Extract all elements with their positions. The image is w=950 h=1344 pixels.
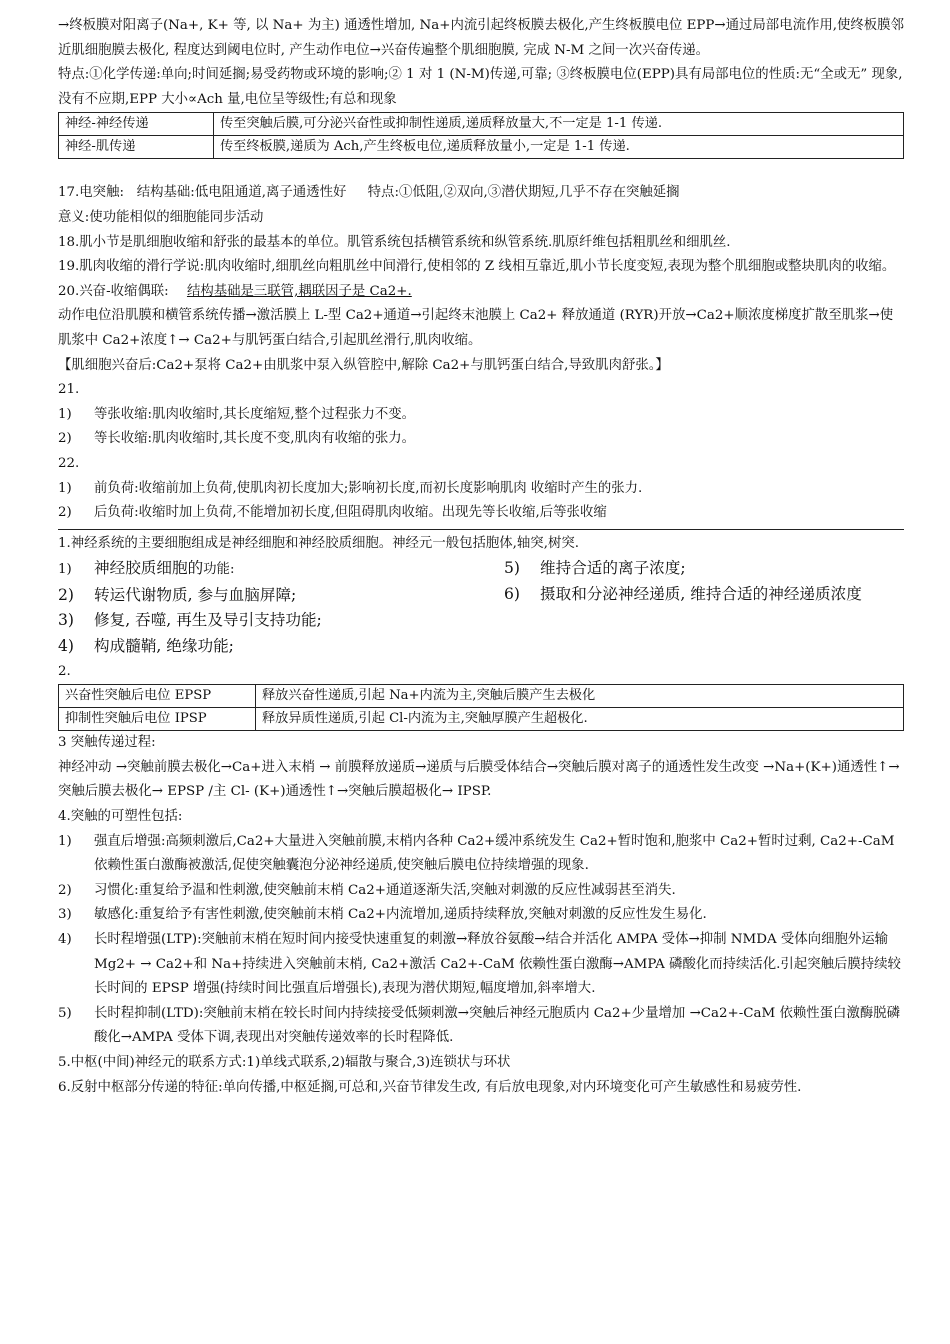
section-22-number: 22. bbox=[58, 455, 80, 471]
part2-section-4-title: 4.突触的可塑性包括: bbox=[58, 809, 183, 825]
part2-section-1: 1.神经系统的主要细胞组成是神经细胞和神经胶质细胞。神经元一般包括胞体,轴突,树突. bbox=[58, 535, 579, 551]
section-20-label: 20.兴奋-收缩偶联: bbox=[58, 283, 169, 299]
list-text: 修复, 吞噬, 再生及导引支持功能; bbox=[94, 611, 322, 630]
list-text: 维持合适的离子浓度; bbox=[540, 559, 686, 578]
section-divider bbox=[58, 529, 904, 530]
list-text: 等张收缩:肌肉收缩时,其长度缩短,整个过程张力不变。 bbox=[94, 406, 416, 422]
glia-functions-left bbox=[58, 556, 504, 659]
table-row bbox=[59, 113, 904, 136]
list-item bbox=[58, 928, 904, 1002]
table-cell-name: 兴奋性突触后电位 EPSP bbox=[59, 685, 256, 708]
table-row bbox=[59, 136, 904, 159]
psp-comparison-table bbox=[58, 684, 904, 731]
table-cell-desc: 传至终板膜,递质为 Ach,产生终板电位,递质释放量小,一定是 1-1 传递. bbox=[214, 136, 904, 159]
list-text: 构成髓鞘, 绝缘功能; bbox=[94, 637, 234, 656]
list-text: 后负荷:收缩时加上负荷,不能增加初长度,但阻碍肌肉收缩。出现先等长收缩,后等张收缩 bbox=[94, 505, 607, 521]
list-item bbox=[58, 501, 904, 526]
list-item bbox=[58, 583, 504, 609]
list-item bbox=[504, 582, 904, 608]
list-item bbox=[58, 830, 904, 879]
section-21-number: 21. bbox=[58, 382, 80, 398]
part2-section-2: 2. bbox=[58, 663, 71, 679]
table-cell-desc: 释放异质性递质,引起 Cl-内流为主,突触厚膜产生超极化. bbox=[256, 708, 904, 731]
paragraph-nm-features: 特点:①化学传递:单向;时间延搁;易受药物或环境的影响;② 1 对 1 (N-M)传递,可靠; ③终板膜电位(EPP)具有局部电位的性质:无“全或无” 现象,没有不应期,EPP 大小∝Ach 量,电位呈等级性;有总和现象 bbox=[58, 67, 903, 107]
section-17-line2: 意义:使功能相似的细胞能同步活动 bbox=[58, 209, 264, 225]
list-text: 前负荷:收缩前加上负荷,使肌肉初长度加大;影响初长度,而初长度影响肌肉 收缩时产生的张力. bbox=[94, 480, 643, 496]
list-number: 5) bbox=[58, 1005, 72, 1021]
list-text: 习惯化:重复给予温和性刺激,使突触前末梢 Ca2+通道逐渐失活,突触对刺激的反应性减弱甚至消失. bbox=[94, 882, 676, 898]
list-text: 强直后增强:高频刺激后,Ca2+大量进入突触前膜,末梢内各种 Ca2+缓冲系统发生 Ca2+暂时饱和,胞浆中 Ca2+暂时过剩, Ca2+-CaM 依赖性蛋白激酶被激活,促使突触囊泡分泌神经递质,使突触后膜电位持续增强的现象. bbox=[94, 833, 895, 874]
list-number: 1) bbox=[58, 833, 72, 849]
list-number: 1) bbox=[58, 480, 72, 496]
paragraph-epp-transmission: →终板膜对阳离子(Na+, K+ 等, 以 Na+ 为主) 通透性增加, Na+内流引起终板膜去极化,产生终板膜电位 EPP→通过局部电流作用,使终板膜邻近肌细胞膜去极化, 程度达到阈电位时, 产生动作电位→兴奋传遍整个肌细胞膜, 完成 N-M 之间一次兴奋传递。 bbox=[58, 18, 904, 58]
table-row bbox=[59, 708, 904, 731]
list-number: 2) bbox=[58, 431, 72, 447]
section-19: 19.肌肉收缩的滑行学说:肌肉收缩时,细肌丝向粗肌丝中间滑行,使相邻的 Z 线相互靠近,肌小节长度变短,表现为整个肌细胞或整块肌肉的收缩。 bbox=[58, 259, 896, 275]
list-number: 3) bbox=[58, 611, 75, 630]
list-number: 4) bbox=[58, 637, 75, 656]
list-item bbox=[58, 477, 904, 502]
part2-section-3-title: 3 突触传递过程: bbox=[58, 735, 156, 751]
list-item bbox=[58, 1002, 904, 1051]
part2-section-3-body: 神经冲动 →突触前膜去极化→Ca+进入末梢 → 前膜释放递质→递质与后膜受体结合→突触后膜对离子的通透性发生改变 →Na+(K+)通透性↑→突触后膜去极化→ EPSP /主 Cl- (K+)通透性↑→突触后膜超极化→ IPSP. bbox=[58, 759, 900, 800]
part2-section-6: 6.反射中枢部分传递的特征:单向传播,中枢延搁,可总和,兴奋节律发生改, 有后放电现象,对内环境变化可产生敏感性和易疲劳性. bbox=[58, 1079, 802, 1095]
list-text: 神经胶质细胞的 bbox=[94, 559, 204, 578]
list-text: 等长收缩:肌肉收缩时,其长度不变,肌肉有收缩的张力。 bbox=[94, 431, 416, 447]
list-text: 敏感化:重复给予有害性刺激,使突触前末梢 Ca2+内流增加,递质持续释放,突触对刺激的反应性发生易化. bbox=[94, 907, 707, 923]
list-text: 长时程抑制(LTD):突触前末梢在较长时间内持续接受低频刺激→突触后神经元胞质内 Ca2+少量增加 →Ca2+-CaM 依赖性蛋白激酶脱磷酸化→AMPA 受体下调,表现出对突触传递效率的长时程降低. bbox=[94, 1005, 901, 1046]
section-17-line1: 17.电突触: 结构基础:低电阻通道,离子通透性好 特点:①低阻,②双向,③潜伏期短,几乎不存在突触延搁 bbox=[58, 185, 680, 201]
document-page bbox=[58, 14, 904, 1100]
list-item bbox=[58, 403, 904, 428]
list-text: 长时程增强(LTP):突触前末梢在短时间内接受快速重复的刺激→释放谷氨酸→结合并活化 AMPA 受体→抑制 NMDA 受体向细胞外运输 Mg2+ → Ca2+和 Na+持续进入突触前末梢, Ca2+激活 Ca2+-CaM 依赖性蛋白激酶→AMPA 磷酸化而持续活化.引起突触后膜持续较长时间的 EPSP 增强(持续时间比强直后增强长),表现为潜伏期短,幅度增加,斜率增大. bbox=[94, 932, 901, 997]
section-20-body: 动作电位沿肌膜和横管系统传播→激活膜上 L-型 Ca2+通道→引起终末池膜上 Ca2+ 释放通道 (RYR)开放→Ca2+顺浓度梯度扩散至肌浆→使肌浆中 Ca2+浓度↑→ Ca2+与肌钙蛋白结合,引起肌丝滑行,肌肉收缩。 bbox=[58, 308, 894, 348]
table-cell-desc: 释放兴奋性递质,引起 Na+内流为主,突触后膜产生去极化 bbox=[256, 685, 904, 708]
table-cell-name: 抑制性突触后电位 IPSP bbox=[59, 708, 256, 731]
transmission-comparison-table bbox=[58, 112, 904, 159]
list-number: 1) bbox=[58, 406, 72, 422]
list-number: 2) bbox=[58, 882, 72, 898]
list-item bbox=[58, 903, 904, 928]
list-item bbox=[504, 556, 904, 582]
list-number: 5) bbox=[504, 559, 521, 578]
list-text: 转运代谢物质, 参与血脑屏障; bbox=[94, 585, 297, 604]
list-text-small: 功能: bbox=[203, 562, 235, 578]
list-item bbox=[58, 556, 504, 583]
table-cell-name: 神经-肌传递 bbox=[59, 136, 214, 159]
list-number: 1) bbox=[58, 562, 72, 578]
list-item bbox=[58, 608, 504, 634]
table-cell-name: 神经-神经传递 bbox=[59, 113, 214, 136]
list-item bbox=[58, 879, 904, 904]
list-number: 2) bbox=[58, 585, 75, 604]
spacer bbox=[58, 159, 904, 181]
list-text: 摄取和分泌神经递质, 维持合适的神经递质浓度 bbox=[540, 584, 862, 603]
glia-functions-right bbox=[504, 556, 904, 659]
section-18: 18.肌小节是肌细胞收缩和舒张的最基本的单位。肌管系统包括横管系统和纵管系统.肌原纤维包括粗肌丝和细肌丝. bbox=[58, 234, 731, 250]
list-number: 3) bbox=[58, 907, 72, 923]
list-number: 6) bbox=[504, 584, 521, 603]
part2-section-5: 5.中枢(中间)神经元的联系方式:1)单线式联系,2)辐散与聚合,3)连锁状与环状 bbox=[58, 1054, 511, 1070]
list-number: 2) bbox=[58, 505, 72, 521]
glia-functions-columns bbox=[58, 556, 904, 659]
section-20-note: 【肌细胞兴奋后:Ca2+泵将 Ca2+由肌浆中泵入纵管腔中,解除 Ca2+与肌钙蛋白结合,导致肌肉舒张。】 bbox=[58, 357, 669, 373]
list-item bbox=[58, 427, 904, 452]
list-item bbox=[58, 634, 504, 660]
list-number: 4) bbox=[58, 932, 72, 947]
table-cell-desc: 传至突触后膜,可分泌兴奋性或抑制性递质,递质释放量大,不一定是 1-1 传递. bbox=[214, 113, 904, 136]
section-20-underlined: 结构基础是三联管,耦联因子是 Ca2+. bbox=[186, 283, 412, 299]
section-20-heading bbox=[58, 280, 904, 305]
table-row bbox=[59, 685, 904, 708]
